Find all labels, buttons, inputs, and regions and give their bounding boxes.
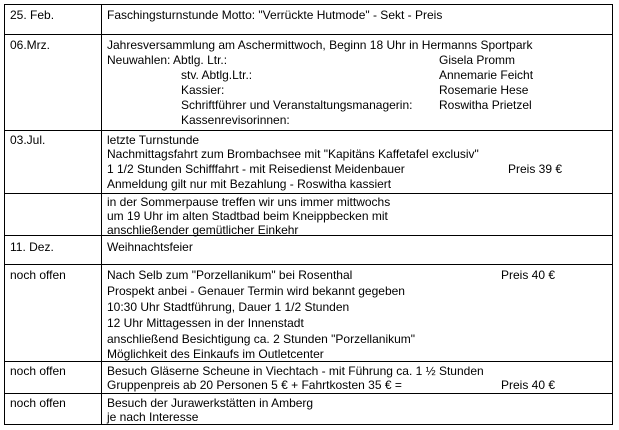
row-divider [4, 235, 613, 236]
row-divider [4, 130, 613, 131]
candidate-name: Rosemarie Hese [439, 83, 529, 97]
table-border-bottom [4, 424, 613, 425]
row-divider [4, 34, 613, 35]
row-date: 03.Jul. [10, 133, 46, 147]
event-line: Besuch Gläserne Scheune in Viechtach - mit Führung ca. 1 ½ Stunden [107, 364, 484, 378]
table-border-right [612, 4, 613, 425]
row-divider [4, 393, 613, 394]
row-divider [4, 193, 613, 194]
event-line: Jahresversammlung am Aschermittwoch, Beginn 18 Uhr in Hermanns Sportpark [107, 38, 533, 52]
price-label: Preis 39 € [508, 162, 563, 176]
price-label: Preis 40 € [501, 378, 556, 392]
event-line: letzte Turnstunde [107, 133, 200, 147]
event-line: Weihnachtsfeier [107, 240, 193, 254]
event-line: um 19 Uhr im alten Stadtbad beim Kneippbecken mit [107, 209, 388, 223]
event-line: in der Sommerpause treffen wir uns immer mittwochs [107, 195, 391, 209]
event-line: Möglichkeit des Einkaufs im Outletcenter [107, 347, 324, 361]
event-line: Besuch der Jurawerkstätten in Amberg [107, 396, 314, 410]
candidate-name: Roswitha Prietzel [439, 98, 532, 112]
candidate-name: Gisela Promm [439, 53, 516, 67]
price-label: Preis 40 € [501, 268, 556, 282]
table-border-top [4, 4, 613, 5]
election-role: Kassier: [181, 83, 225, 97]
row-divider [4, 264, 613, 265]
event-line: je nach Interesse [107, 410, 199, 424]
candidate-name: Annemarie Feicht [439, 68, 534, 82]
event-line: 1 1/2 Stunden Schifffahrt - mit Reisedienst Meidenbauer [107, 162, 405, 176]
event-line: Faschingsturnstunde Motto: "Verrückte Hutmode" - Sekt - Preis [107, 8, 443, 22]
event-line: Prospekt anbei - Genauer Termin wird bekannt gegeben [107, 284, 405, 298]
row-date: 11. Dez. [10, 240, 54, 254]
election-role: Neuwahlen: Abtlg. Ltr.: [107, 53, 228, 67]
table-border-left [4, 4, 5, 425]
row-date: noch offen [10, 268, 66, 282]
row-date: 06.Mrz. [10, 38, 51, 52]
event-line: Nachmittagsfahrt zum Brombachsee mit "Kapitäns Kaffetafel exclusiv" [107, 147, 479, 161]
row-date: 25. Feb. [10, 8, 55, 22]
event-line: 10:30 Uhr Stadtführung, Dauer 1 1/2 Stunden [107, 300, 350, 314]
event-line: Anmeldung gilt nur mit Bezahlung - Roswitha kassiert [107, 177, 392, 191]
event-line: Nach Selb zum "Porzellanikum" bei Rosenthal [107, 268, 353, 282]
election-role: Schriftführer und Veranstaltungsmanagerin: [181, 98, 413, 112]
election-role: stv. Abtlg.Ltr.: [181, 68, 253, 82]
election-role: Kassenrevisorinnen: [181, 113, 290, 127]
row-divider [4, 361, 613, 362]
event-line: anschließend Besichtigung ca. 2 Stunden "Porzellanikum" [107, 332, 416, 346]
row-date: noch offen [10, 396, 66, 410]
event-line: Gruppenpreis ab 20 Personen 5 € + Fahrtkosten 35 € = [107, 378, 402, 392]
event-line: 12 Uhr Mittagessen in der Innenstadt [107, 316, 304, 330]
row-date: noch offen [10, 364, 66, 378]
event-line: anschließender gemütlicher Einkehr [107, 223, 299, 237]
column-divider [101, 4, 102, 425]
